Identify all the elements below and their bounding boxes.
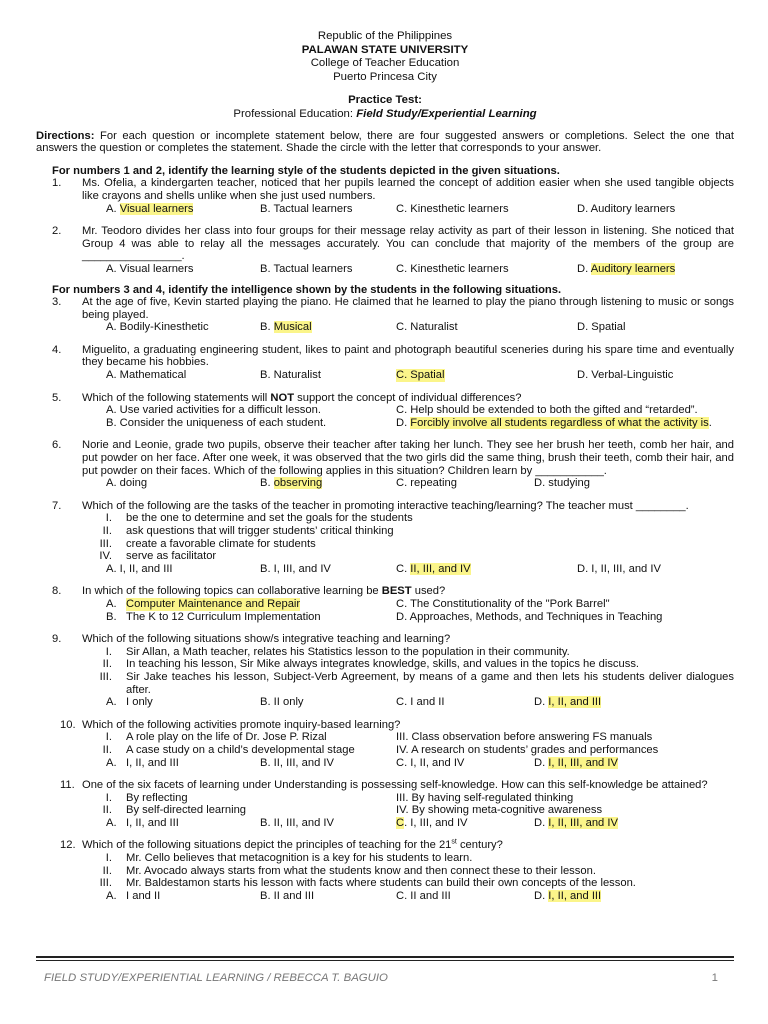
choice-a[interactable]: A. Use varied activities for a difficult lesson. [106, 404, 321, 417]
choice-a[interactable]: I and II [126, 889, 161, 902]
choice-b[interactable]: B. II, III, and IV [260, 756, 334, 769]
answer-row [106, 611, 734, 624]
question-6 [36, 439, 734, 489]
roman-item [82, 550, 734, 563]
roman-numeral: III. [99, 537, 112, 550]
roman-numeral: II. [102, 864, 112, 877]
question-2 [36, 225, 734, 275]
stem-superscript: st [451, 838, 457, 846]
subject-name: Field Study/Experiential Learning [356, 107, 537, 120]
choice-c[interactable]: C. II and III [396, 889, 451, 902]
choice-b[interactable]: B. II and III [260, 889, 315, 902]
question-number: 7. [52, 499, 62, 512]
choice-a[interactable]: I, II, and III [126, 756, 179, 769]
highlighted-answer: C [396, 816, 405, 829]
question-stem: Miguelito, a graduating engineering student, likes to paint and photograph beautiful sceneries during his spare time and eventually they became his hobbies. [82, 343, 734, 369]
choice-b[interactable]: B. II only [260, 696, 304, 709]
highlighted-answer: I, II, III, and IV [548, 816, 618, 829]
highlighted-answer: observing [273, 477, 323, 490]
choice-c-highlighted[interactable]: C. Spatial [396, 369, 445, 382]
roman-numeral: I. [105, 731, 112, 744]
question-number: 3. [52, 296, 62, 309]
choice-d[interactable] [534, 696, 601, 709]
footer-rule-thick [36, 956, 734, 958]
choice-c[interactable]: C. I, II, and IV [396, 756, 465, 769]
question-10 [36, 719, 734, 769]
question-number: 12. [60, 839, 76, 852]
roman-text: Sir Allan, a Math teacher, relates his Statistics lesson to the population in their community. [126, 645, 570, 658]
choice-letter: D. [534, 756, 549, 769]
highlighted-answer: I, II, III, and IV [548, 756, 618, 769]
highlighted-answer: I, II, and III [548, 696, 602, 709]
test-title [36, 94, 734, 121]
directions-text: For each question or incomplete statement below, there are four suggested answers or completions. Select the one that answers the question or completes the statement. Shade the circle with the letter that corresponds to your answer. [36, 129, 734, 155]
choice-a[interactable]: A. Mathematical [106, 369, 187, 382]
footer-rule-thin [36, 960, 734, 961]
roman-text: Mr. Cello believes that metacognition is a key for his students to learn. [126, 852, 473, 865]
question-stem: Mr. Teodoro divides her class into four groups for their message relay activity as part of their lesson in listening. She noticed that Group 4 was able to relay all the messages accurately. You can conclude that majority of the members of the group are ________________. [82, 225, 734, 263]
choice-a-letter: A. [106, 756, 117, 769]
choice-a-highlighted[interactable]: Computer Maintenance and Repair [126, 597, 301, 610]
question-7 [36, 500, 734, 576]
answer-row [106, 203, 734, 216]
choice-punctuation: . [708, 416, 712, 429]
answer-row [106, 404, 734, 417]
answer-row [106, 263, 734, 276]
roman-text: A case study on a child’s developmental stage [126, 743, 355, 756]
question-stem: Norie and Leonie, grade two pupils, observe their teacher after taking her lunch. They see her brush her teeth, comb her hair, and put powder on her face. After one week, it was observed that the two girls did the same thing, brush their teeth, comb their hair, and put powder on their faces. Which of the following applies in this situation? Children learn by ___________. [82, 439, 734, 477]
roman-item [82, 671, 734, 696]
highlighted-answer: II, III, and IV [410, 562, 471, 575]
roman-text: By reflecting [126, 791, 188, 804]
answer-row [106, 321, 734, 334]
roman-item [82, 538, 734, 551]
roman-item [82, 512, 734, 525]
highlighted-answer: Forcibly involve all students regardless of what the activity is [410, 416, 709, 429]
choice-b[interactable]: B. Tactual learners [260, 202, 353, 215]
choice-d[interactable]: D. Verbal-Linguistic [577, 369, 674, 382]
question-number: 4. [52, 343, 62, 356]
choice-c[interactable]: C. Kinesthetic learners [396, 262, 509, 275]
choice-c[interactable]: C. The Constitutionality of the "Pork Barrel" [396, 597, 610, 610]
choice-d[interactable] [577, 263, 675, 276]
choice-d[interactable]: D. Auditory learners [577, 202, 676, 215]
choice-b[interactable]: B. II, III, and IV [260, 816, 334, 829]
highlighted-answer: Auditory learners [590, 262, 676, 275]
choice-a-letter: A. [106, 889, 117, 902]
title-subject-line [36, 108, 734, 122]
roman-item [82, 865, 734, 878]
roman-numeral: III. [99, 877, 112, 890]
choice-text: . I, III, and IV [404, 816, 468, 829]
choice-a[interactable]: I only [126, 696, 153, 709]
stem-text: Which of the following situations depict the principles of teaching for the 21 [82, 839, 452, 852]
choice-letter: C. [396, 562, 411, 575]
stem-emphasis: NOT [270, 391, 295, 404]
highlighted-answer: I, II, and III [548, 889, 602, 902]
roman-item [82, 646, 734, 659]
choice-c[interactable] [396, 563, 471, 576]
roman-numeral: II. [102, 804, 112, 817]
roman-item [82, 852, 734, 865]
choice-a[interactable]: A. Bodily-Kinesthetic [106, 321, 209, 334]
roman-numeral: IV. [99, 550, 112, 563]
choice-d[interactable]: D. I, II, III, and IV [577, 562, 661, 575]
footer-divider [36, 956, 734, 961]
university-name: PALAWAN STATE UNIVERSITY [301, 43, 469, 56]
directions-label: Directions: [36, 129, 95, 142]
choice-c[interactable] [396, 817, 468, 830]
answer-row [106, 817, 734, 830]
footer-text: FIELD STUDY/EXPERIENTIAL LEARNING / REBECCA T. BAGUIO [44, 972, 388, 984]
roman-text: be the one to determine and set the goals for the students [126, 512, 413, 525]
choice-d[interactable] [534, 757, 618, 770]
roman-text: III. By having self-regulated thinking [396, 791, 574, 804]
choice-letter: D. [534, 696, 549, 709]
roman-item [82, 525, 734, 538]
stem-text: support the concept of individual differences? [294, 391, 522, 404]
choice-a[interactable]: I, II, and III [126, 816, 179, 829]
roman-numeral: II. [102, 525, 112, 537]
roman-numeral: I. [105, 852, 112, 865]
roman-text: ask questions that will trigger students’ critical thinking [126, 525, 394, 537]
choice-a-letter: A. [106, 816, 117, 829]
question-number: 11. [60, 779, 75, 792]
roman-item [82, 877, 734, 890]
question-8 [36, 585, 734, 623]
choice-b[interactable]: B. I, III, and IV [260, 562, 331, 575]
document-page [36, 30, 734, 902]
roman-text: Mr. Avocado always starts from what the students know and then connect these to their lesson. [126, 864, 596, 877]
choice-letter: D. [534, 816, 549, 829]
directions [36, 130, 734, 155]
choice-d[interactable]: D. Spatial [577, 321, 626, 334]
question-4 [36, 344, 734, 382]
roman-item [82, 804, 734, 817]
choice-c[interactable]: C. Naturalist [396, 321, 458, 334]
stem-text: century? [456, 839, 503, 852]
question-3 [36, 296, 734, 334]
choice-a[interactable]: A. doing [106, 477, 148, 490]
choice-a[interactable]: A. Visual learners [106, 262, 194, 275]
roman-text: Sir Jake teaches his lesson, Subject-Verb Agreement, by means of a game and then lets his students deliver dialogues after. [126, 670, 734, 696]
header-line: Republic of the Philippines [317, 30, 453, 42]
answer-row [106, 369, 734, 382]
choice-b[interactable]: The K to 12 Curriculum Implementation [126, 610, 321, 623]
roman-item [82, 744, 734, 757]
roman-text: In teaching his lesson, Sir Mike always integrates knowledge, skills, and values in the topics he discuss. [126, 658, 640, 671]
choice-b[interactable]: B. Naturalist [260, 369, 321, 382]
choice-d[interactable] [396, 417, 712, 430]
question-12 [36, 839, 734, 902]
question-stem: At the age of five, Kevin started playing the piano. He claimed that he learned to play the piano through listening to music or songs being played. [82, 296, 734, 321]
question-number: 8. [52, 585, 62, 598]
roman-text: III. Class observation before answering FS manuals [396, 731, 653, 744]
roman-item [82, 792, 734, 805]
choice-letter: B. [260, 477, 274, 490]
section-instruction: For numbers 3 and 4, identify the intelligence shown by the students in the following situations. [52, 283, 562, 296]
roman-text: IV. By showing meta-cognitive awareness [396, 804, 603, 817]
choice-b[interactable]: B. Consider the uniqueness of each student. [106, 416, 327, 429]
choice-letter: A. [106, 202, 120, 215]
roman-numeral: III. [99, 670, 112, 683]
question-number: 10. [60, 718, 76, 731]
choice-c[interactable]: C. Kinesthetic learners [396, 202, 509, 215]
page-number: 1 [711, 972, 718, 984]
highlighted-answer: Musical [273, 321, 312, 334]
choice-b[interactable] [260, 321, 312, 334]
choice-d[interactable]: D. studying [534, 477, 590, 490]
stem-text: used? [411, 585, 446, 598]
title-label: Practice Test: [348, 94, 422, 107]
answer-row [106, 477, 734, 490]
question-number: 2. [52, 225, 62, 238]
question-stem [82, 585, 734, 598]
question-number: 6. [52, 439, 62, 452]
choice-a[interactable]: A. I, II, and III [106, 562, 173, 575]
choice-a-letter: A. [106, 696, 117, 709]
highlighted-answer: Visual learners [119, 202, 194, 215]
subject-prefix: Professional Education: [233, 107, 357, 120]
question-stem: Which of the following situations show/s integrative teaching and learning? [82, 633, 451, 646]
choice-letter: D. [396, 416, 411, 429]
roman-text: A role play on the life of Dr. Jose P. Rizal [126, 731, 327, 744]
roman-item [82, 658, 734, 671]
question-number: 5. [52, 391, 62, 404]
question-stem: Which of the following are the tasks of the teacher in promoting interactive teaching/learning? The teacher must ________. [82, 499, 689, 512]
roman-item [82, 731, 734, 744]
choice-d[interactable] [534, 817, 618, 830]
roman-text: By self-directed learning [126, 804, 247, 817]
roman-numeral: II. [102, 743, 112, 756]
question-5 [36, 392, 734, 430]
answer-row [106, 696, 734, 709]
question-number: 9. [52, 633, 62, 646]
choice-d[interactable]: D. Approaches, Methods, and Techniques in Teaching [396, 610, 663, 623]
section-instruction: For numbers 1 and 2, identify the learning style of the students depicted in the given situations. [52, 164, 560, 177]
question-number: 1. [52, 177, 62, 190]
choice-b[interactable] [260, 477, 322, 490]
choice-c[interactable]: C. I and II [396, 696, 445, 709]
roman-text: serve as facilitator [126, 550, 217, 563]
choice-b-letter: B. [106, 610, 117, 623]
question-stem: Ms. Ofelia, a kindergarten teacher, noticed that her pupils learned the concept of addition easier when she used tangible objects like crayons and shells unlike when she just used numbers. [82, 177, 734, 202]
answer-row [106, 890, 734, 903]
question-stem [82, 392, 734, 405]
question-stem [82, 839, 734, 852]
answer-row [106, 563, 734, 576]
choice-letter: D. [534, 889, 549, 902]
stem-emphasis: BEST [381, 585, 412, 598]
choice-c[interactable]: C. repeating [396, 477, 457, 490]
question-stem: Which of the following activities promote inquiry-based learning? [82, 718, 401, 731]
roman-text: create a favorable climate for students [126, 537, 316, 550]
stem-text: In which of the following topics can collaborative learning be [82, 585, 382, 598]
answer-row [106, 417, 734, 430]
page-footer [44, 972, 724, 984]
roman-text: Mr. Baldestamon starts his lesson with facts where students can build their own concepts of the lesson. [126, 877, 636, 890]
choice-a-letter: A. [106, 597, 117, 610]
question-stem: One of the six facets of learning under Understanding is possessing self-knowledge. How can this self-knowledge be attained? [82, 779, 708, 792]
choice-b[interactable]: B. Tactual learners [260, 262, 353, 275]
choice-d[interactable] [534, 890, 601, 903]
city-name: Puerto Princesa City [333, 70, 437, 83]
stem-text: Which of the following statements will [82, 391, 271, 404]
choice-c[interactable]: C. Help should be extended to both the gifted and “retarded”. [396, 404, 698, 417]
roman-text: IV. A research on students’ grades and performances [396, 743, 659, 756]
choice-a[interactable] [106, 203, 193, 216]
answer-row [106, 757, 734, 770]
roman-numeral: I. [105, 791, 112, 804]
document-header [36, 30, 734, 84]
roman-numeral: I. [105, 645, 112, 658]
college-name: College of Teacher Education [310, 57, 460, 70]
roman-numeral: II. [102, 658, 112, 671]
answer-row [106, 598, 734, 611]
question-9 [36, 633, 734, 709]
choice-letter: B. [260, 321, 274, 334]
question-11 [36, 779, 734, 829]
choice-letter: D. [577, 262, 591, 275]
question-1 [36, 177, 734, 215]
roman-numeral: I. [105, 512, 112, 525]
